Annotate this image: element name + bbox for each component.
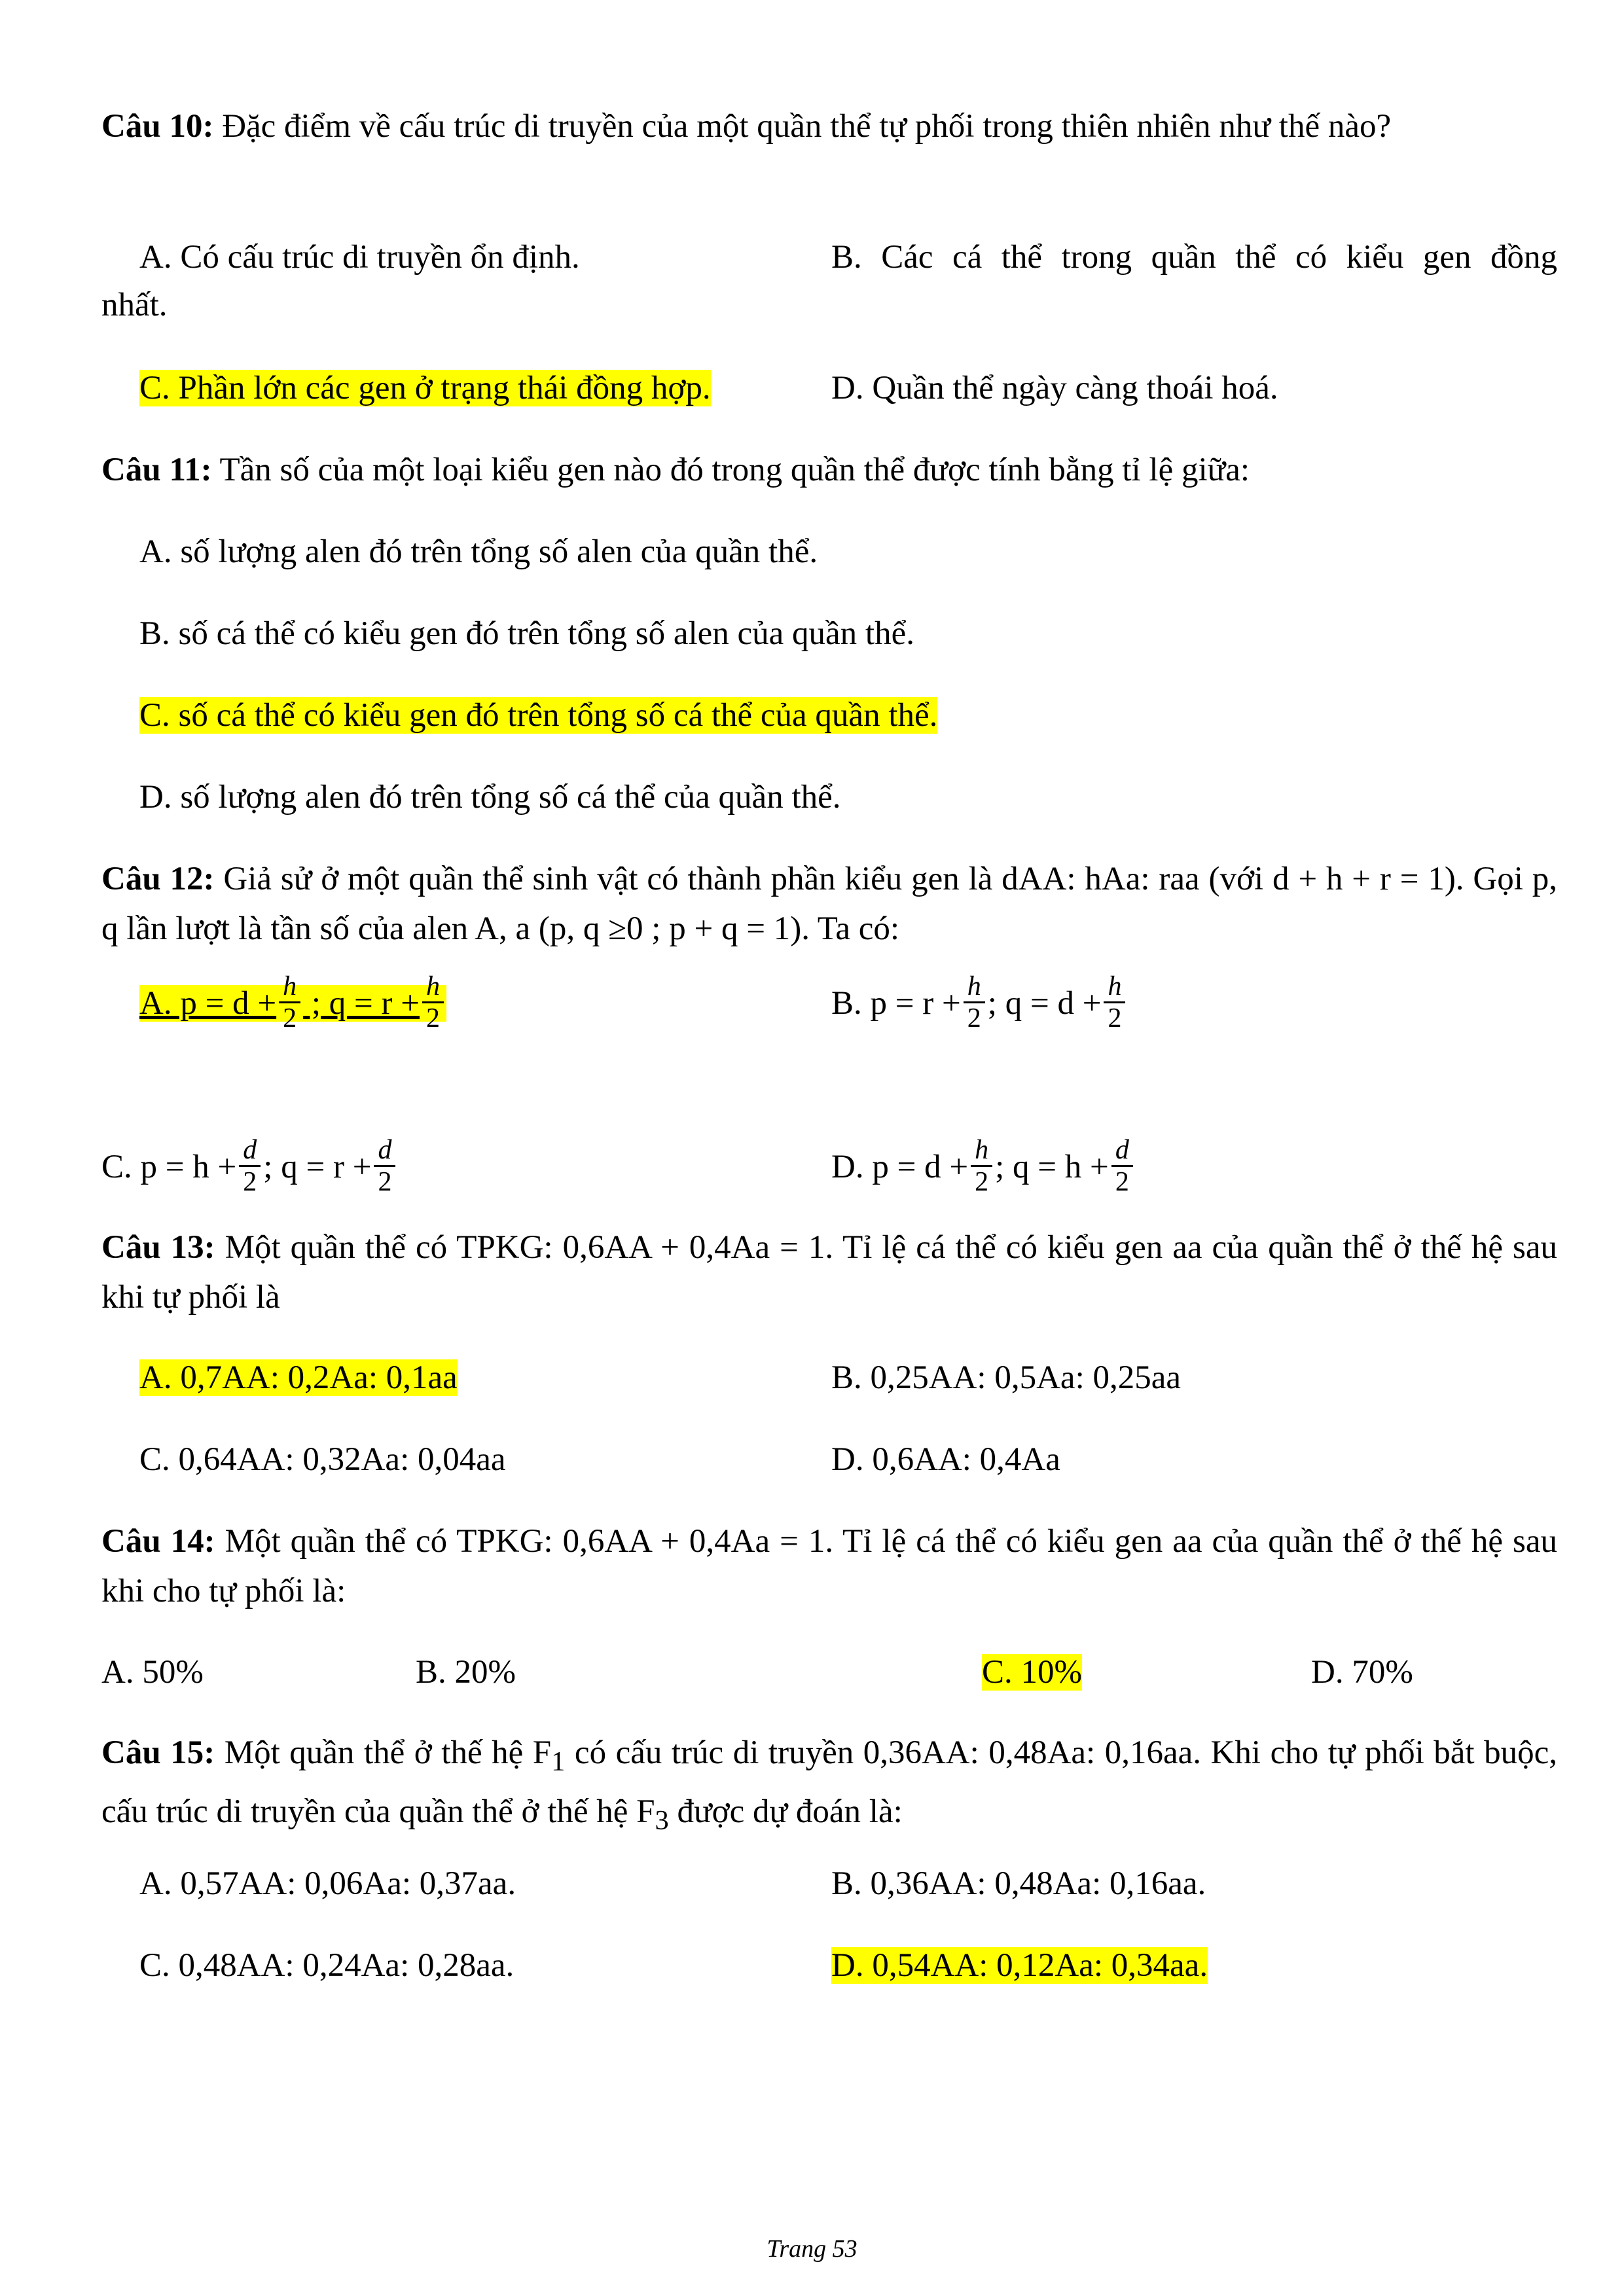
question-15-option-a: A. 0,57AA: 0,06Aa: 0,37aa. xyxy=(139,1865,516,1902)
question-13-text: Một quần thể có TPKG: 0,6AA + 0,4Aa = 1. Tỉ lệ cá thể có kiểu gen aa của quần thể ở thế hệ sau khi tự phối là xyxy=(101,1229,1557,1316)
question-10-option-b: B. Các cá thể trong quần thể có kiểu gen đồng xyxy=(831,239,1557,276)
question-10-option-a: A. Có cấu trúc di truyền ổn định. xyxy=(139,239,580,276)
question-10-text: Đặc điểm về cấu trúc di truyền của một quần thể tự phối trong thiên nhiên như thế nào? xyxy=(213,108,1392,145)
option-a-q: ; q = r + xyxy=(303,985,420,1022)
question-12-label: Câu 12: xyxy=(101,861,215,897)
fraction-h-over-2: $\frac{h}{2}$ xyxy=(279,971,300,1033)
question-11-option-d: D. số lượng alen đó trên tổng số cá thể của quần thể. xyxy=(139,779,841,816)
question-10-option-c xyxy=(139,363,711,413)
question-13-option-b: B. 0,25AA: 0,5Aa: 0,25aa xyxy=(831,1359,1182,1396)
question-11 xyxy=(101,445,1557,495)
fraction-d-over-2: $\frac{d}{2}$ xyxy=(239,1135,261,1197)
question-11-option-b: B. số cá thể có kiểu gen đó trên tổng số alen của quần thể. xyxy=(139,615,914,652)
question-12-option-c: C. p = h + $\frac{d}{2}$ ; q = r + $\frac{d}{2}$ xyxy=(101,1139,398,1201)
question-14 xyxy=(101,1516,1557,1616)
question-10-label: Câu 10: xyxy=(101,108,214,145)
fraction-h-over-2: $\frac{h}{2}$ xyxy=(971,1135,992,1197)
question-11-option-a: A. số lượng alen đó trên tổng số alen của quần thể. xyxy=(139,533,818,570)
question-13-label: Câu 13: xyxy=(101,1229,215,1266)
answer-highlight: C. Phần lớn các gen ở trạng thái đồng hợp. xyxy=(139,370,711,406)
answer-highlight: A. 0,7AA: 0,2Aa: 0,1aa xyxy=(139,1359,458,1396)
question-13-option-c: C. 0,64AA: 0,32Aa: 0,04aa xyxy=(139,1441,506,1478)
question-11-option-c xyxy=(139,691,937,740)
question-12-option-d: D. p = d + $\frac{h}{2}$ ; q = h + $\frac{d}{2}$ xyxy=(831,1139,1136,1201)
question-10-option-d: D. Quần thể ngày càng thoái hoá. xyxy=(831,370,1278,406)
fraction-d-over-2: $\frac{d}{2}$ xyxy=(1111,1135,1133,1197)
question-14-option-b: B. 20% xyxy=(416,1654,516,1691)
question-10 xyxy=(101,101,1557,151)
question-14-label: Câu 14: xyxy=(101,1523,215,1560)
question-14-option-a: A. 50% xyxy=(101,1654,204,1691)
question-15-option-d xyxy=(831,1941,1208,1990)
question-12 xyxy=(101,854,1557,954)
answer-highlight: C. 10% xyxy=(982,1654,1082,1691)
answer-highlight xyxy=(139,971,446,1033)
question-15: Câu 15: Một quần thể ở thế hệ $F_1$ có cấu trúc di truyền 0,36AA: 0,48Aa: 0,16aa. Khi cho tự phối bắt buộc, cấu trúc di truyền của quần thể ở thế hệ $F_3$ được dự đoán là: xyxy=(101,1734,1557,1837)
question-14-option-c xyxy=(982,1647,1082,1697)
question-14-text: Một quần thể có TPKG: 0,6AA + 0,4Aa = 1. Tỉ lệ cá thể có kiểu gen aa của quần thể ở thế hệ sau khi cho tự phối là: xyxy=(101,1523,1557,1609)
question-11-label: Câu 11: xyxy=(101,452,212,488)
option-a-p: A. p = d + xyxy=(139,985,277,1022)
question-12-text: Giả sử ở một quần thể sinh vật có thành phần kiểu gen là dAA: hAa: raa (với d + h + r = 1). Gọi p, q lần lượt là tần số của alen A, a (p, q ≥0 ; p + q = 1). Ta có: xyxy=(101,861,1557,947)
question-11-text: Tần số của một loại kiểu gen nào đó trong quần thể được tính bằng tỉ lệ giữa: xyxy=(211,452,1250,488)
question-13-option-d: D. 0,6AA: 0,4Aa xyxy=(831,1441,1060,1478)
answer-highlight: C. số cá thể có kiểu gen đó trên tổng số cá thể của quần thể. xyxy=(139,697,938,734)
question-10-option-b-cont: nhất. xyxy=(101,287,168,323)
question-13-option-a xyxy=(139,1353,458,1403)
question-13 xyxy=(101,1223,1557,1322)
question-15-option-c: C. 0,48AA: 0,24Aa: 0,28aa. xyxy=(139,1947,514,1984)
fraction-h-over-2: $\frac{h}{2}$ xyxy=(422,971,444,1033)
fraction-d-over-2: $\frac{d}{2}$ xyxy=(374,1135,395,1197)
fraction-h-over-2: $\frac{h}{2}$ xyxy=(964,971,985,1033)
question-15-option-b: B. 0,36AA: 0,48Aa: 0,16aa. xyxy=(831,1865,1206,1902)
question-14-option-d: D. 70% xyxy=(1311,1654,1413,1691)
question-12-option-a xyxy=(139,971,446,1037)
page-number: Trang 53 xyxy=(767,2235,857,2263)
question-12-option-b: B. p = r + $\frac{h}{2}$ ; q = d + $\frac{h}{2}$ xyxy=(831,975,1128,1037)
question-15-label: Câu 15: xyxy=(101,1734,215,1771)
fraction-h-over-2: $\frac{h}{2}$ xyxy=(1104,971,1125,1033)
answer-highlight: D. 0,54AA: 0,12Aa: 0,34aa. xyxy=(831,1947,1208,1984)
